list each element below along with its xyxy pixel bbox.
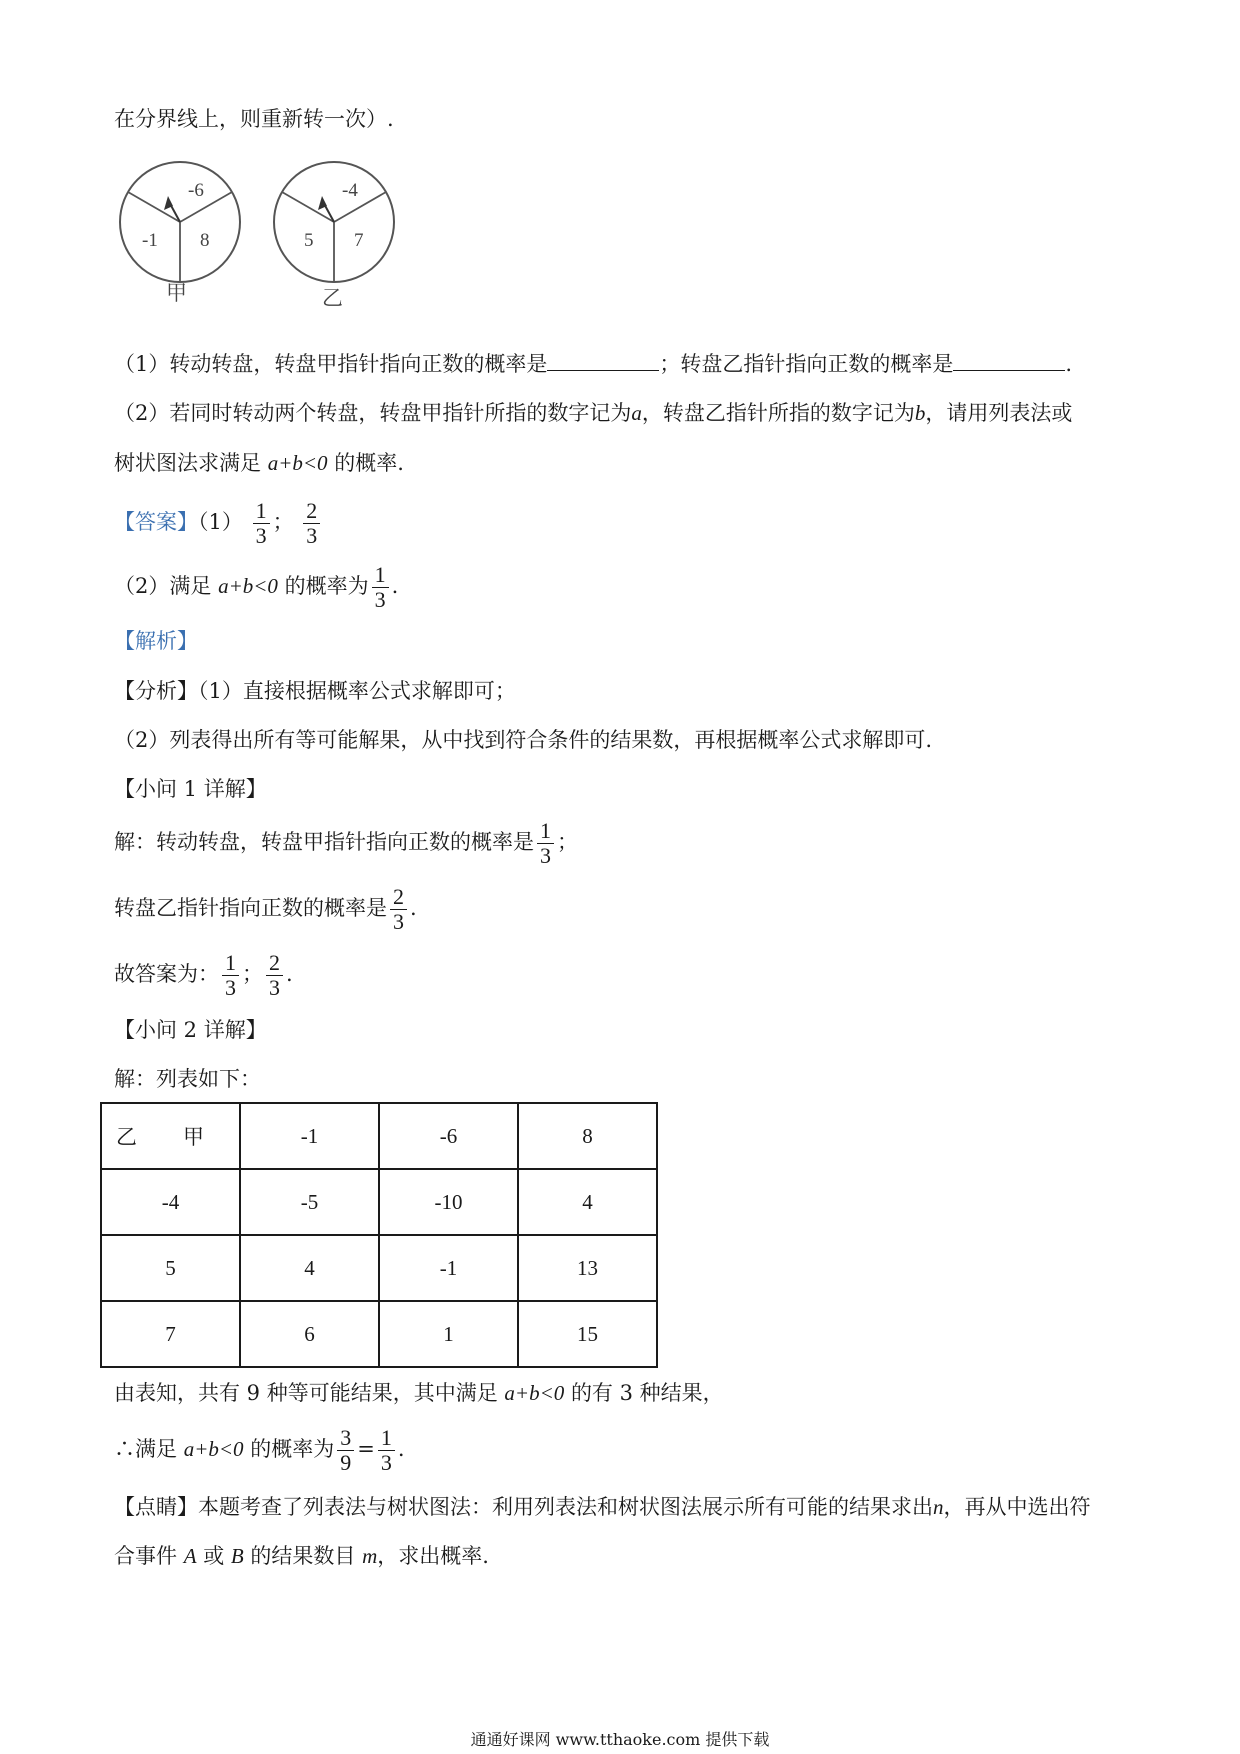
question-2-line1 <box>114 398 1072 428</box>
dianjing-var-m: m <box>362 1544 378 1568</box>
fraction-two-thirds <box>303 500 320 547</box>
sub2-after2-post: 的概率为 <box>250 1437 335 1461</box>
q1-blank-jia <box>547 348 659 371</box>
sub2-after2-expr: a+b<0 <box>183 1437 244 1461</box>
q2-text-2: ，转盘乙指针所指的数字记为 <box>641 401 915 425</box>
page-footer: 通通好课网 www.tthaoke.com 提供下载 <box>470 1730 770 1749</box>
spinner-yi-number-top: -4 <box>342 180 358 201</box>
q1-prefix: （1）转动转盘，转盘甲指针指向正数的概率是 <box>114 352 548 376</box>
frac-d: 3 <box>306 523 318 548</box>
table-cell: -1 <box>379 1235 518 1301</box>
q2-expr: a+b<0 <box>267 451 328 475</box>
dianjing-text3: 合事件 <box>114 1544 177 1568</box>
sub1-line3-text: 故答案为： <box>114 962 219 986</box>
result-table <box>100 1102 658 1368</box>
corner-left-label: 乙 <box>116 1125 137 1149</box>
frac-n: 1 <box>253 500 270 524</box>
q2-line2-post: 的概率. <box>334 451 404 475</box>
sub2-after1-expr: a+b<0 <box>504 1381 565 1405</box>
sub1-line1-end: ； <box>557 830 578 854</box>
table-cell: 6 <box>240 1301 379 1367</box>
dianjing-text2: ，再从中选出符 <box>943 1495 1091 1519</box>
table-cell: -4 <box>101 1169 240 1235</box>
table-cell: 15 <box>518 1301 657 1367</box>
table-cell: -5 <box>240 1169 379 1235</box>
sub2-after2-end: . <box>397 1437 405 1461</box>
question-2-line2 <box>114 448 404 478</box>
q2-line2-pre: 树状图法求满足 <box>114 451 261 475</box>
dianjing-line1 <box>114 1492 1091 1522</box>
fraction-one-third <box>222 952 239 999</box>
spinner-yi-number-left: 5 <box>304 230 314 251</box>
sub2-after1-pre: 由表知，共有 9 种等可能结果，其中满足 <box>114 1381 498 1405</box>
sub1-line2-text: 转盘乙指针指向正数的概率是 <box>114 896 387 920</box>
fenxi-tag: 【分析】 <box>114 679 198 703</box>
answer-p1-label: （1） <box>198 510 243 534</box>
frac-n: 2 <box>266 952 283 976</box>
answer-tag: 【答案】 <box>114 510 198 534</box>
dianjing-text4: 的结果数目 <box>250 1544 356 1568</box>
sub1-tag: 【小问 1 详解】 <box>114 777 267 801</box>
dianjing-line2 <box>114 1541 489 1571</box>
table-cell: -1 <box>240 1103 379 1169</box>
dianjing-var-A: A <box>183 1544 197 1568</box>
frac-d: 3 <box>269 975 280 1000</box>
answer-p2-mid: 的概率为 <box>284 574 369 598</box>
frac-n: 1 <box>378 1427 395 1451</box>
frac-n: 1 <box>537 820 554 844</box>
fenxi-line2: （2）列表得出所有等可能解果，从中找到符合条件的结果数，再根据概率公式求解即可. <box>114 728 933 752</box>
frac-d: 3 <box>225 975 236 1000</box>
table-cell: 1 <box>379 1301 518 1367</box>
sub1-line2-end: . <box>410 896 417 920</box>
table-row <box>101 1301 657 1367</box>
sub1-line3 <box>114 946 293 1002</box>
table-cell: -6 <box>379 1103 518 1169</box>
frac-d: 9 <box>340 1450 352 1475</box>
dianjing-tag: 【点睛】 <box>114 1495 198 1519</box>
q1-end: . <box>1065 352 1073 376</box>
fraction-one-third <box>537 820 554 867</box>
q2-var-b: b <box>914 401 926 425</box>
spinner-jia-number-right: 8 <box>200 230 210 251</box>
dianjing-var-B: B <box>230 1544 244 1568</box>
sub1-line3-end: . <box>286 962 293 986</box>
spinner-jia <box>118 160 248 310</box>
spinner-yi <box>272 160 402 310</box>
fenxi-line1 <box>114 676 516 706</box>
fenxi-text1: （1）直接根据概率公式求解即可； <box>198 679 516 703</box>
fraction-one-third <box>253 500 270 547</box>
frac-d: 3 <box>374 587 386 612</box>
answer-line1 <box>114 494 323 550</box>
fraction-one-third <box>378 1427 395 1474</box>
frac-d: 3 <box>393 909 404 934</box>
sub1-line1-text: 解：转动转盘，转盘甲指针指向正数的概率是 <box>114 830 534 854</box>
frac-n: 2 <box>303 500 320 524</box>
spinner-jia-label: 甲 <box>166 281 187 305</box>
q2-text-3: ，请用列表法或 <box>925 401 1073 425</box>
table-cell: -10 <box>379 1169 518 1235</box>
q1-middle: ；转盘乙指针指向正数的概率是 <box>659 352 954 376</box>
fraction-two-thirds <box>390 886 407 933</box>
sub2-after1 <box>114 1378 724 1408</box>
question-1 <box>114 348 1072 379</box>
dianjing-text1: 本题考查了列表法与树状图法：利用列表法和树状图法展示所有可能的结果求出 <box>198 1495 933 1519</box>
frac-d: 3 <box>255 523 267 548</box>
sub2-after2-pre: ∴满足 <box>114 1437 177 1461</box>
answer-end: . <box>391 574 399 598</box>
sub2-line1: 解：列表如下： <box>114 1067 261 1091</box>
sub2-tag: 【小问 2 详解】 <box>114 1018 267 1042</box>
frac-d: 3 <box>380 1450 392 1475</box>
table-row <box>101 1235 657 1301</box>
spinner-yi-label: 乙 <box>322 286 343 310</box>
answer-line2 <box>114 558 398 614</box>
analysis-tag: 【解析】 <box>114 629 198 653</box>
spinner-jia-number-left: -1 <box>142 230 158 251</box>
answer-p2-pre: （2）满足 <box>114 574 212 598</box>
table-cell: 7 <box>101 1301 240 1367</box>
corner-right-label: 甲 <box>183 1125 204 1149</box>
table-row <box>101 1169 657 1235</box>
spinner-jia-number-top: -6 <box>188 180 204 201</box>
frac-n: 1 <box>222 952 239 976</box>
table-header-row <box>101 1103 657 1169</box>
q2-text-1: （2）若同时转动两个转盘，转盘甲指针所指的数字记为 <box>114 401 632 425</box>
frac-n: 2 <box>390 886 407 910</box>
sub1-line3-sep: ； <box>242 962 263 986</box>
answer-sep: ； <box>272 510 294 534</box>
frac-n: 3 <box>337 1427 354 1451</box>
frac-d: 3 <box>540 843 551 868</box>
dianjing-text5: ，求出概率. <box>377 1544 489 1568</box>
dianjing-or: 或 <box>203 1544 225 1568</box>
sub1-line2 <box>114 880 417 936</box>
table-cell: 5 <box>101 1235 240 1301</box>
sub1-line1 <box>114 814 578 870</box>
sub2-after2 <box>114 1420 405 1478</box>
equals-sign: = <box>357 1437 375 1461</box>
table-cell: 4 <box>518 1169 657 1235</box>
fraction-two-thirds <box>266 952 283 999</box>
table-cell: 13 <box>518 1235 657 1301</box>
dianjing-var-n: n <box>933 1495 944 1519</box>
table-cell: 8 <box>518 1103 657 1169</box>
fraction-one-third <box>372 564 389 611</box>
intro-line: 在分界线上，则重新转一次）. <box>114 107 394 131</box>
answer-expr: a+b<0 <box>218 574 278 598</box>
spinner-yi-number-right: 7 <box>354 230 364 251</box>
frac-n: 1 <box>372 564 389 588</box>
table-cell: 4 <box>240 1235 379 1301</box>
sub2-after1-post: 的有 3 种结果， <box>570 1381 724 1405</box>
q2-var-a: a <box>631 401 642 425</box>
table-corner-cell <box>101 1103 240 1169</box>
q1-blank-yi <box>953 348 1065 371</box>
fraction-three-ninths <box>337 1427 354 1474</box>
